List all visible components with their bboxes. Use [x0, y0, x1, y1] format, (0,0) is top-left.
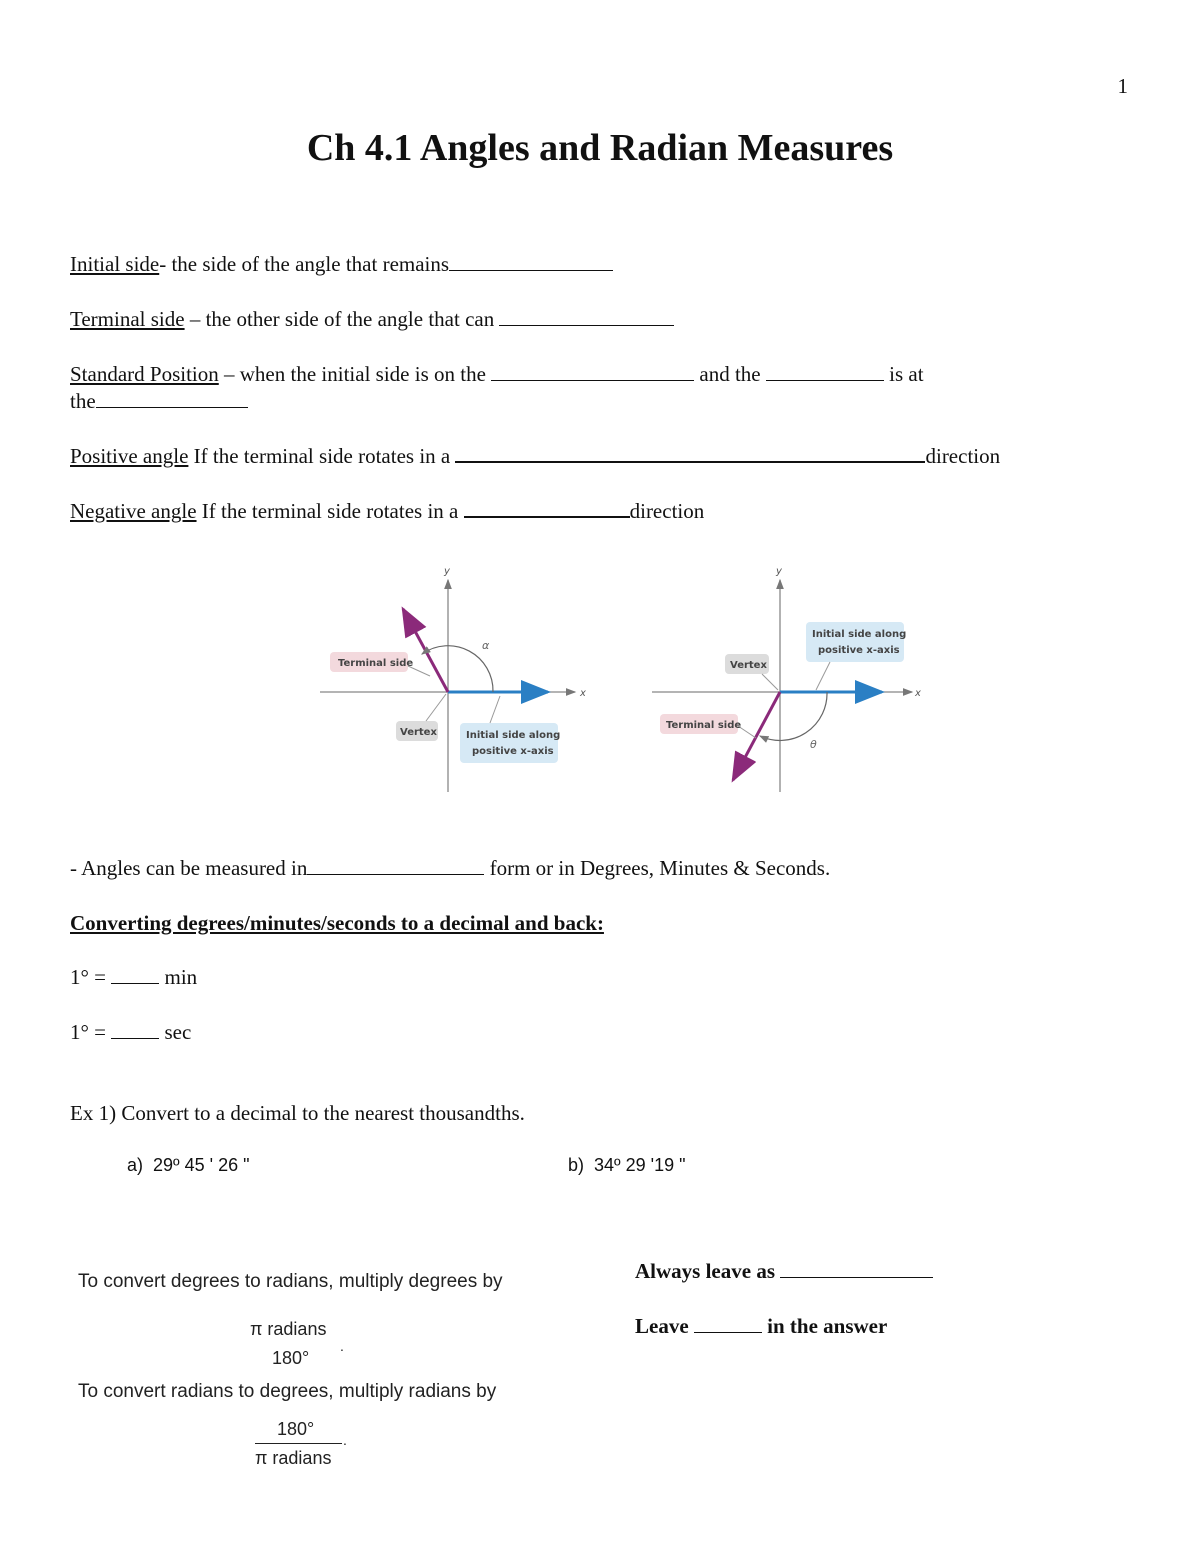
right-angle-label: θ [810, 738, 817, 751]
rad-to-deg-instruction: To convert radians to degrees, multiply radians by [78, 1381, 497, 1402]
right-terminal-label: Terminal side [666, 720, 742, 731]
standard-position-text-2: and the [694, 362, 766, 386]
left-initial-label-box [460, 723, 561, 763]
positive-angle-text: If the terminal side rotates in a [188, 444, 456, 468]
initial-side-definition [70, 252, 613, 277]
positive-angle-term: Positive angle [70, 444, 189, 468]
standard-position-text-4: the [70, 389, 96, 413]
positive-angle-definition [70, 443, 1000, 469]
left-x-label: x [580, 688, 586, 699]
degree-seconds-unit: sec [159, 1020, 192, 1044]
example-1-a-label: a) [127, 1155, 144, 1175]
left-y-label: y [444, 566, 450, 577]
example-1-b-value: 34º 29 '19 " [594, 1155, 686, 1175]
right-vertex-label: Vertex [730, 660, 767, 671]
fraction-2-period: . [343, 1432, 347, 1448]
example-1-prompt: Ex 1) Convert to a decimal to the nearest thousandths. [70, 1101, 525, 1125]
left-terminal-label: Terminal side [338, 658, 414, 669]
terminal-side-blank[interactable] [499, 307, 674, 326]
initial-side-term: Initial side [70, 252, 160, 276]
example-1-part-b [568, 1155, 686, 1176]
example-1-b-label: b) [568, 1155, 585, 1175]
page-title: Ch 4.1 Angles and Radian Measures [306, 127, 894, 169]
left-initial-label-line-2: positive x-axis [472, 746, 554, 757]
standard-position-text-1: – when the initial side is on the [218, 362, 492, 386]
degree-seconds-blank[interactable] [111, 1020, 159, 1039]
positive-angle-blank[interactable] [455, 443, 925, 463]
right-x-label: x [915, 688, 921, 699]
standard-position-term: Standard Position [70, 362, 219, 386]
page-number: 1 [1117, 74, 1128, 98]
always-leave-note [635, 1259, 933, 1284]
measure-text-1: - Angles can be measured in [70, 856, 308, 880]
right-initial-label-box [806, 622, 907, 662]
standard-position-blank-1[interactable] [491, 362, 694, 381]
negative-angle-tail: direction [629, 499, 705, 523]
right-initial-label-line-2: positive x-axis [818, 645, 900, 656]
degree-minutes-lhs: 1° = [70, 965, 112, 989]
degree-seconds-lhs: 1° = [70, 1020, 112, 1044]
measure-line [70, 856, 830, 881]
fraction-1-numerator: π radians [250, 1319, 327, 1339]
deg-to-rad-instruction: To convert degrees to radians, multiply degrees by [78, 1271, 503, 1292]
fraction-2-bar [255, 1443, 342, 1444]
standard-position-definition [70, 362, 924, 387]
initial-side-text: - the side of the angle that remains [159, 252, 450, 276]
left-angle-diagram [320, 566, 586, 792]
left-initial-label-line-1: Initial side along [466, 730, 561, 741]
fraction-2-denominator: π radians [255, 1448, 332, 1468]
initial-side-blank[interactable] [449, 252, 613, 271]
negative-angle-definition [70, 498, 704, 524]
leave-note [635, 1314, 887, 1339]
positive-angle-tail: direction [925, 444, 1001, 468]
always-leave-text: Always leave as [635, 1259, 781, 1283]
angle-diagrams [300, 556, 940, 801]
example-1-part-a [127, 1155, 250, 1176]
negative-angle-text: If the terminal side rotates in a [196, 499, 464, 523]
standard-position-blank-2[interactable] [766, 362, 884, 381]
measure-blank[interactable] [307, 856, 484, 875]
negative-angle-blank[interactable] [464, 498, 630, 518]
left-vertex-pointer [426, 694, 446, 721]
standard-position-continuation [70, 389, 248, 414]
right-vertex-pointer [762, 674, 778, 690]
right-initial-pointer [816, 662, 830, 690]
leave-blank[interactable] [694, 1314, 762, 1333]
left-angle-arc [422, 646, 493, 692]
fraction-2-numerator: 180° [277, 1419, 315, 1439]
right-angle-diagram [652, 566, 921, 792]
terminal-side-text: – the other side of the angle that can [184, 307, 500, 331]
right-initial-label-line-1: Initial side along [812, 629, 907, 640]
degree-minutes-unit: min [159, 965, 198, 989]
left-initial-pointer [490, 696, 500, 723]
right-angle-arc [760, 692, 827, 740]
measure-text-2: form or in Degrees, Minutes & Seconds. [484, 856, 831, 880]
fraction-1-denominator: 180° [272, 1348, 310, 1368]
standard-position-text-3: is at [883, 362, 924, 386]
leave-in-answer-text: in the answer [761, 1314, 888, 1338]
left-vertex-label: Vertex [400, 727, 437, 738]
terminal-side-definition [70, 307, 674, 332]
left-angle-label: α [482, 639, 490, 652]
standard-position-blank-3[interactable] [96, 389, 248, 408]
negative-angle-term: Negative angle [70, 499, 197, 523]
leave-text: Leave [635, 1314, 694, 1338]
right-y-label: y [776, 566, 782, 577]
left-terminal-side [403, 609, 448, 692]
converting-heading: Converting degrees/minutes/seconds to a decimal and back: [70, 911, 604, 935]
degree-minutes-line [70, 965, 197, 990]
fraction-1-period: . [340, 1338, 344, 1354]
terminal-side-term: Terminal side [70, 307, 185, 331]
always-leave-blank[interactable] [780, 1259, 933, 1278]
example-1-a-value: 29º 45 ' 26 " [153, 1155, 250, 1175]
degree-seconds-line [70, 1020, 191, 1045]
degree-minutes-blank[interactable] [111, 965, 159, 984]
right-terminal-side [733, 692, 780, 780]
